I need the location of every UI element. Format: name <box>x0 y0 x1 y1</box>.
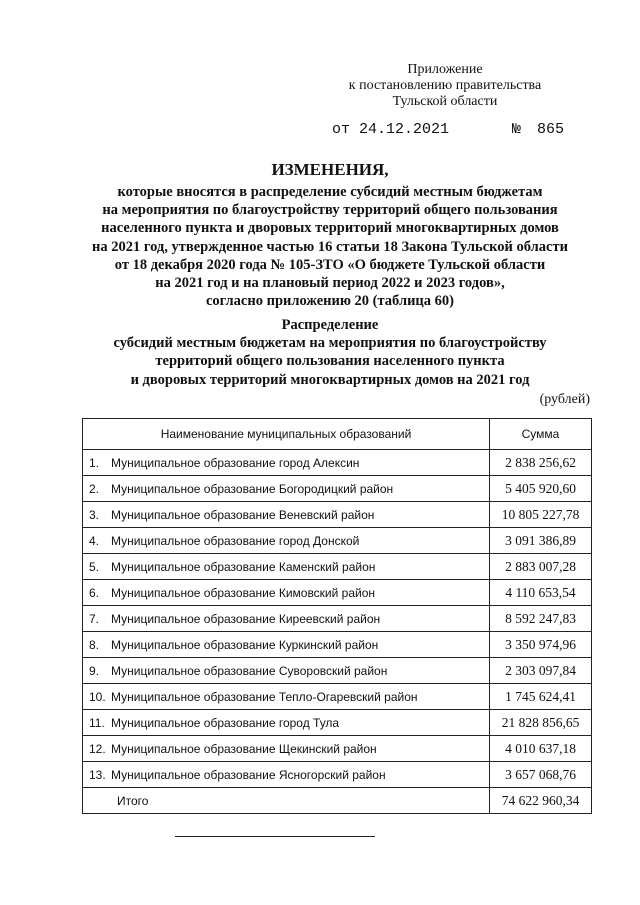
row-number: 13. <box>89 767 106 782</box>
changes-line: от 18 декабря 2020 года № 105-ЗТО «О бюджете Тульской области <box>114 256 546 273</box>
row-number: 2. <box>89 481 100 496</box>
changes-line: согласно приложению 20 (таблица 60) <box>206 293 454 310</box>
municipality-name: Муниципальное образование Кимовский район <box>111 585 376 600</box>
total-label: Итого <box>83 788 490 814</box>
municipality-name-cell <box>83 502 490 528</box>
municipality-name-cell <box>83 528 490 554</box>
municipality-name-cell <box>83 554 490 580</box>
number-prefix: № <box>512 121 522 138</box>
changes-line: на мероприятия по благоустройству территорий общего пользования <box>102 202 558 219</box>
table-row <box>83 658 592 684</box>
sum-cell: 1 745 624,41 <box>490 684 592 710</box>
attachment-line-2: к постановлению правительства <box>348 78 542 93</box>
row-number: 7. <box>89 611 100 626</box>
table-row <box>83 476 592 502</box>
date-prefix: от <box>332 121 351 138</box>
document-number: 865 <box>537 121 565 138</box>
municipality-name: Муниципальное образование Щекинский район <box>111 741 377 756</box>
sum-cell: 3 091 386,89 <box>490 528 592 554</box>
municipality-name: Муниципальное образование Веневский район <box>111 507 375 522</box>
total-sum: 74 622 960,34 <box>490 788 592 814</box>
municipality-name-cell <box>83 632 490 658</box>
row-number: 5. <box>89 559 100 574</box>
subsidies-table <box>82 418 592 814</box>
changes-line: на 2021 год, утвержденное частью 16 статьи 18 Закона Тульской области <box>92 238 568 255</box>
attachment-line-1: Приложение <box>407 62 483 77</box>
table-row <box>83 502 592 528</box>
municipality-name: Муниципальное образование Куркинский район <box>111 637 379 652</box>
municipality-name-cell <box>83 658 490 684</box>
distribution-line: субсидий местным бюджетам на мероприятия по благоустройству <box>113 335 547 352</box>
row-number: 9. <box>89 663 100 678</box>
table-row <box>83 606 592 632</box>
distribution-title <box>60 316 600 389</box>
sum-cell: 2 838 256,62 <box>490 450 592 476</box>
sum-cell: 10 805 227,78 <box>490 502 592 528</box>
table-row <box>83 736 592 762</box>
changes-description <box>60 183 600 310</box>
municipality-name: Муниципальное образование Суворовский район <box>111 663 388 678</box>
row-number: 12. <box>89 741 106 756</box>
table-row <box>83 580 592 606</box>
sum-cell: 2 883 007,28 <box>490 554 592 580</box>
row-number: 6. <box>89 585 100 600</box>
changes-heading: ИЗМЕНЕНИЯ, <box>271 160 389 179</box>
municipality-name-cell <box>83 476 490 502</box>
sum-cell: 21 828 856,65 <box>490 710 592 736</box>
municipality-name: Муниципальное образование город Алексин <box>111 455 360 470</box>
header-sum: Сумма <box>490 419 592 450</box>
row-number: 10. <box>89 689 106 704</box>
municipality-name: Муниципальное образование Киреевский район <box>111 611 381 626</box>
changes-line: населенного пункта и дворовых территорий многоквартирных домов <box>101 220 559 237</box>
table-row <box>83 684 592 710</box>
sum-cell: 5 405 920,60 <box>490 476 592 502</box>
table-row <box>83 450 592 476</box>
sum-cell: 3 657 068,76 <box>490 762 592 788</box>
table-row <box>83 710 592 736</box>
municipality-name: Муниципальное образование Каменский район <box>111 559 376 574</box>
table-row <box>83 554 592 580</box>
changes-line: на 2021 год и на плановый период 2022 и 2023 годов», <box>155 275 505 292</box>
municipality-name-cell <box>83 736 490 762</box>
municipality-name-cell <box>83 606 490 632</box>
bottom-divider <box>175 836 375 837</box>
sum-cell: 2 303 097,84 <box>490 658 592 684</box>
municipality-name-cell <box>83 580 490 606</box>
changes-line: которые вносятся в распределение субсидий местным бюджетам <box>117 184 543 200</box>
table-row <box>83 528 592 554</box>
municipality-name-cell <box>83 762 490 788</box>
distribution-line: и дворовых территорий многоквартирных домов на 2021 год <box>130 371 530 388</box>
row-number: 11. <box>89 715 105 730</box>
total-row <box>83 788 592 814</box>
sum-cell: 8 592 247,83 <box>490 606 592 632</box>
table-header-row <box>83 419 592 450</box>
municipality-name-cell <box>83 450 490 476</box>
row-number: 8. <box>89 637 100 652</box>
row-number: 4. <box>89 533 100 548</box>
sum-cell: 3 350 974,96 <box>490 632 592 658</box>
row-number: 3. <box>89 507 100 522</box>
municipality-name-cell <box>83 684 490 710</box>
sum-cell: 4 010 637,18 <box>490 736 592 762</box>
municipality-name: Муниципальное образование Тепло-Огаревский район <box>111 689 418 704</box>
row-number: 1. <box>89 455 100 470</box>
attachment-block <box>330 62 560 110</box>
municipality-name: Муниципальное образование город Тула <box>111 715 340 730</box>
table-row <box>83 632 592 658</box>
attachment-line-3: Тульской области <box>392 94 498 109</box>
municipality-name: Муниципальное образование город Донской <box>111 533 360 548</box>
distribution-heading: Распределение <box>281 317 379 333</box>
units-label: (рублей) <box>539 392 590 407</box>
municipality-name: Муниципальное образование Ясногорский район <box>111 767 386 782</box>
table-row <box>83 762 592 788</box>
municipality-name: Муниципальное образование Богородицкий район <box>111 481 394 496</box>
sum-cell: 4 110 653,54 <box>490 580 592 606</box>
header-name: Наименование муниципальных образований <box>83 419 490 450</box>
distribution-line: территорий общего пользования населенного пункта <box>155 353 505 370</box>
document-date: 24.12.2021 <box>359 121 450 138</box>
municipality-name-cell <box>83 710 490 736</box>
